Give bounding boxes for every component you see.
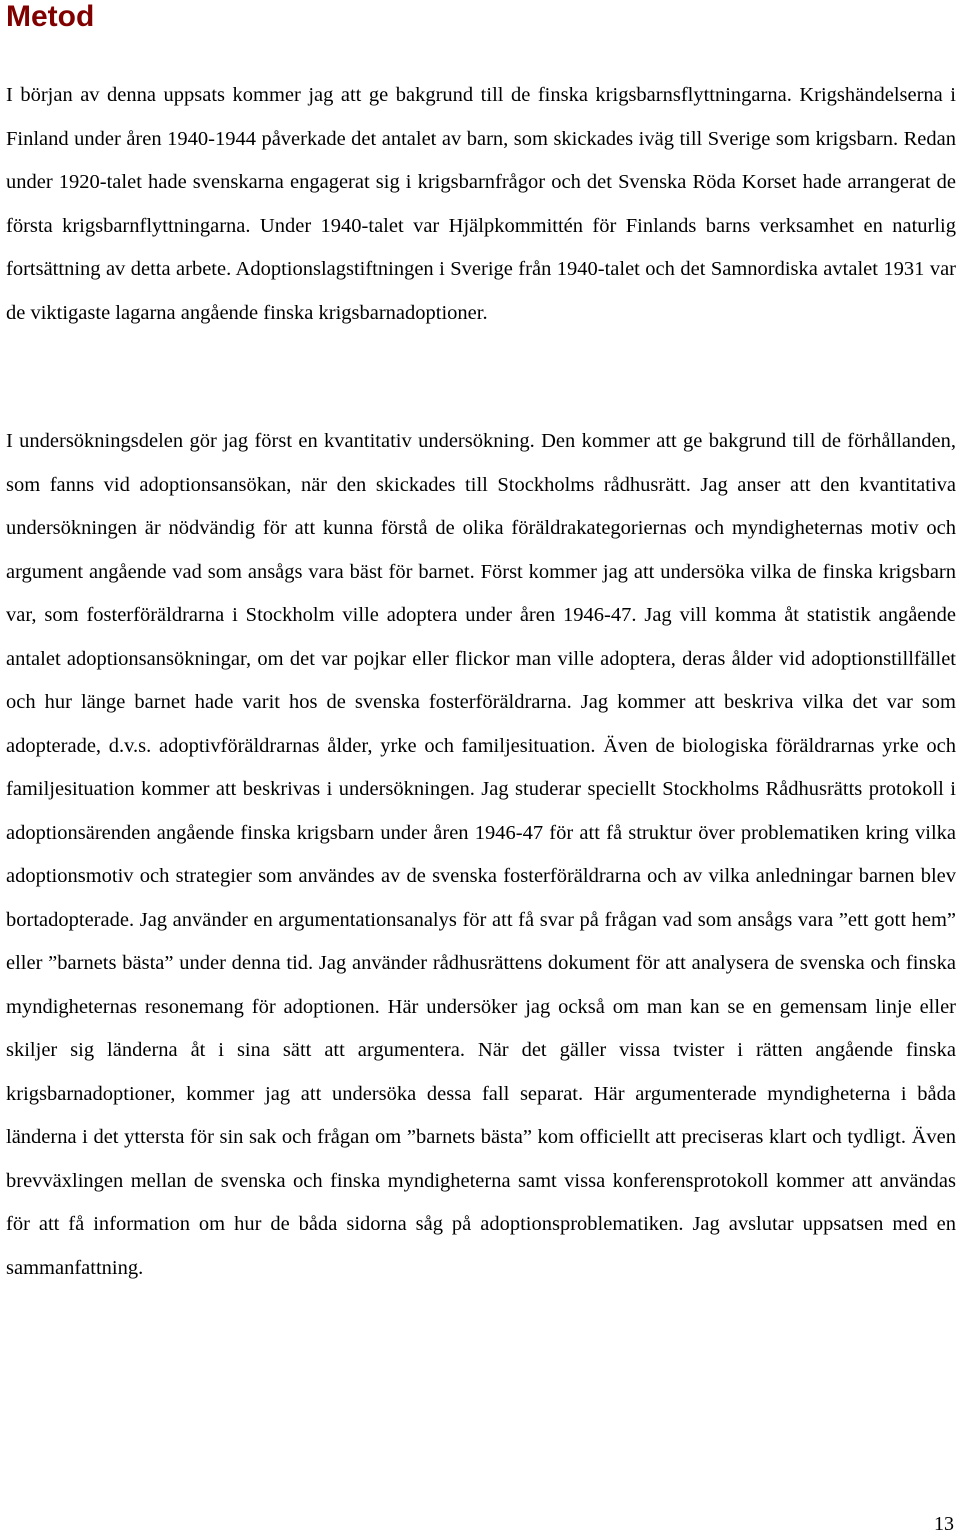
page-number: 13: [934, 1513, 954, 1535]
section-heading: Metod: [6, 0, 95, 33]
paragraph-background: I början av denna uppsats kommer jag att ge bakgrund till de finska krigsbarnsflyttningarna. Krigshändelserna i Finland under åren 1940-1944 påverkade det antalet av barn, som skickades iväg till Sverige som krigsbarn. Redan under 1920-talet hade svenskarna engagerat sig i krigsbarnfrågor och det Svenska Röda Korset hade arrangerat de första krigsbarnflyttningarna. Under 1940-talet var Hjälpkommittén för Finlands barns verksamhet en naturlig fortsättning av detta arbete. Adoptionslagstiftningen i Sverige från 1940-talet och det Samnordiska avtalet 1931 var de viktigaste lagarna angående finska krigsbarnadoptioner.: [6, 84, 956, 324]
paragraph-investigation: I undersökningsdelen gör jag först en kvantitativ undersökning. Den kommer att ge bakgrund till de förhållanden, som fanns vid adoptionsansökan, när den skickades till Stockholms rådhusrätt. Jag anser att den kvantitativa undersökningen är nödvändig för att kunna förstå de olika föräldrakategoriernas och myndigheternas motiv och argument angående vad som ansågs vara bäst för barnet. Först kommer jag att undersöka vilka de finska krigsbarn var, som fosterföräldrarna i Stockholm ville adoptera under åren 1946-47. Jag vill komma åt statistik angående antalet adoptionsansökningar, om det var pojkar eller flickor man ville adoptera, deras ålder vid adoptionstillfället och hur länge barnet hade varit hos de svenska fosterföräldrarna. Jag kommer att beskriva vilka det var som adopterade, d.v.s. adoptivföräldrarnas ålder, yrke och familjesituation. Även de biologiska föräldrarnas yrke och familjesituation kommer att beskrivas i undersökningen. Jag studerar speciellt Stockholms Rådhusrätts protokoll i adoptionsärenden angående finska krigsbarn under åren 1946-47 för att få struktur över problematiken kring vilka adoptionsmotiv och strategier som användes av de svenska fosterföräldrarna och av vilka anledningar barnen blev bortadopterade. Jag använder en argumentationsanalys för att få svar på frågan vad som ansågs vara ”ett gott hem” eller ”barnets bästa” under denna tid. Jag använder rådhusrättens dokument för att analysera de svenska och finska myndigheternas resonemang för adoptionen. Här undersöker jag också om man kan se en gemensam linje eller skiljer sig länderna åt i sina sätt att argumentera. När det gäller vissa tvister i rätten angående finska krigsbarnadoptioner, kommer jag att undersöka dessa fall separat. Här argumenterade myndigheterna i båda länderna i det yttersta för sin sak och frågan om ”barnets bästa” kom officiellt att preciseras klart och tydligt. Även brevväxlingen mellan de svenska och finska myndigheterna samt vissa konferensprotokoll kommer att användas för att få information om hur de båda sidorna såg på adoptionsproblematiken. Jag avslutar uppsatsen med en sammanfattning.: [6, 430, 956, 1279]
